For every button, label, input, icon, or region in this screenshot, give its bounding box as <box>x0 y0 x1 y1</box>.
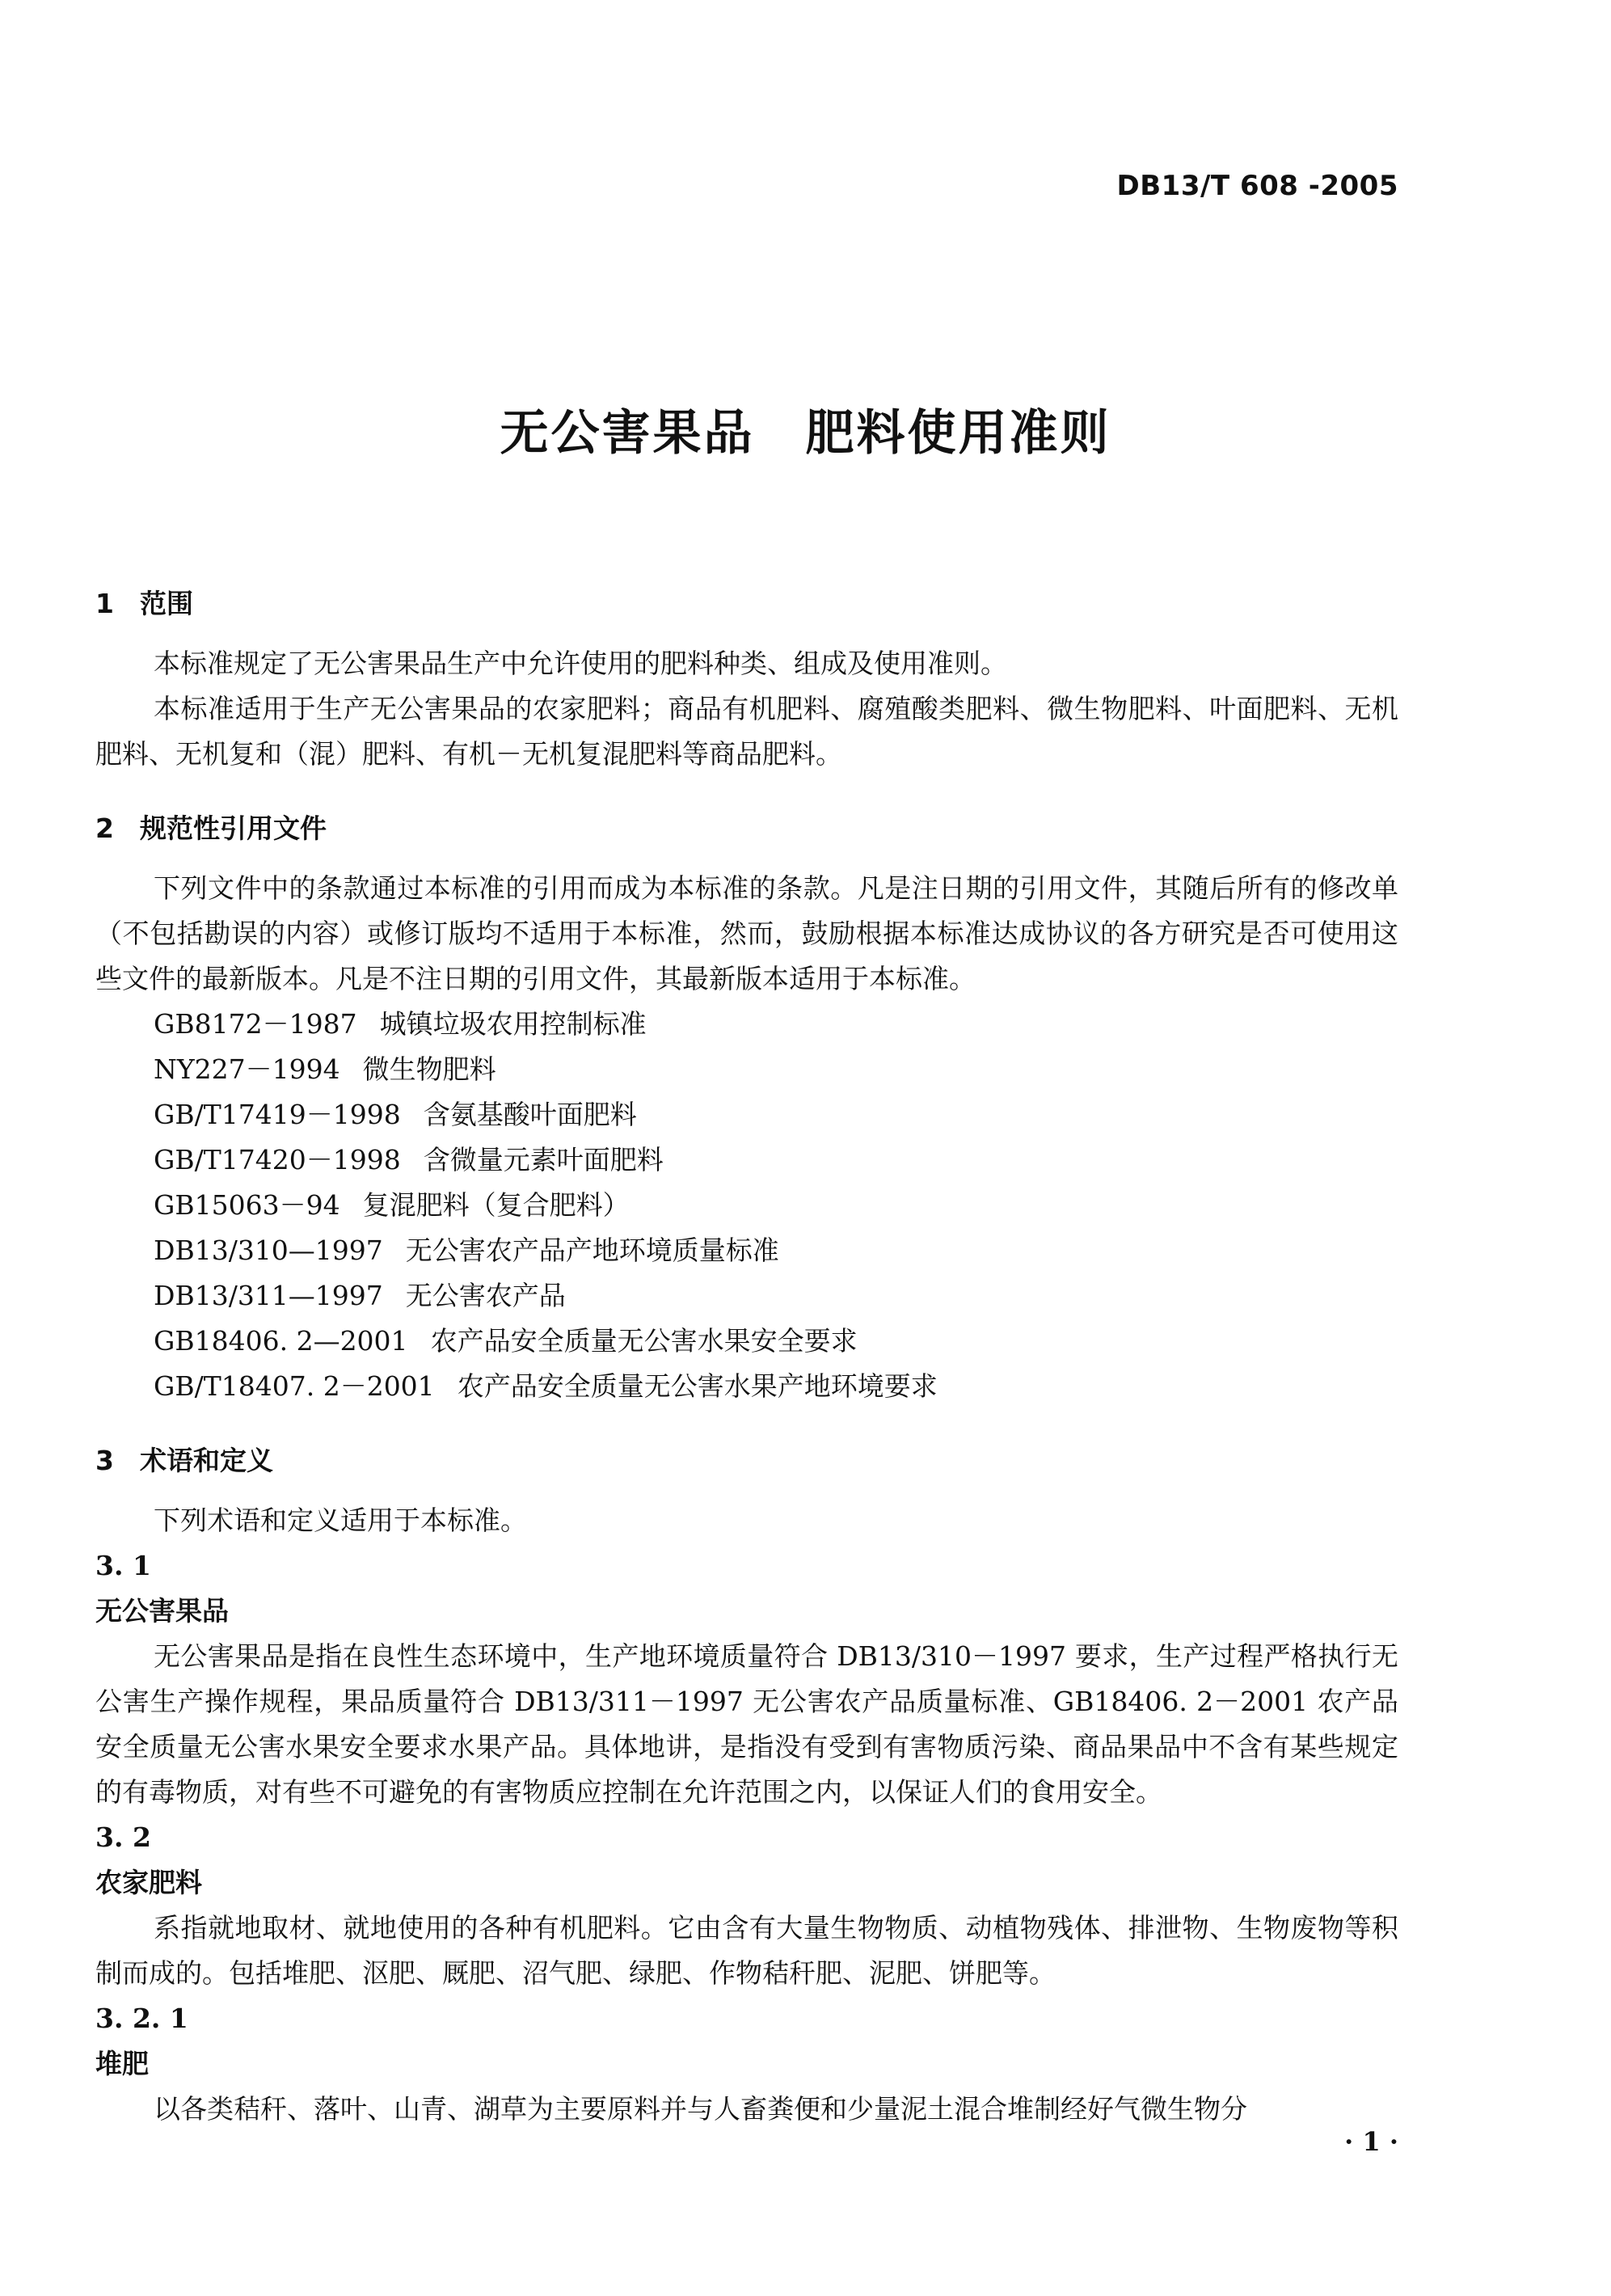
reference-item <box>95 1319 1398 1364</box>
document-title: 无公害果品 肥料使用准则 <box>500 405 1111 462</box>
reference-list <box>95 1002 1398 1409</box>
standard-code: DB13/T 608 -2005 <box>1116 170 1398 202</box>
term-number: 3. 1 <box>95 1550 151 1581</box>
section-heading-normative-references <box>95 811 1398 846</box>
reference-code: NY227－1994 <box>154 1053 340 1085</box>
reference-name: 农产品安全质量无公害水果安全要求 <box>430 1325 858 1357</box>
term-definition: 系指就地取材、就地使用的各种有机肥料。它由含有大量生物物质、动植物残体、排泄物、生物废物等积制而成的。包括堆肥、沤肥、厩肥、沼气肥、绿肥、作物秸秆肥、泥肥、饼肥等。 <box>95 1912 1398 1989</box>
section-number: 3 <box>95 1445 114 1476</box>
paragraph: 本标准规定了无公害果品生产中允许使用的肥料种类、组成及使用准则。 <box>154 648 1007 679</box>
section-title: 规范性引用文件 <box>140 812 327 844</box>
reference-code: GB/T17419－1998 <box>154 1099 401 1130</box>
reference-code: GB/T18407. 2－2001 <box>154 1370 435 1402</box>
section-title: 范围 <box>140 588 193 619</box>
term-number: 3. 2. 1 <box>95 2003 188 2034</box>
reference-code: GB18406. 2—2001 <box>154 1325 408 1357</box>
term-name: 堆肥 <box>95 2048 149 2079</box>
section-heading-terms-definitions <box>95 1443 1398 1479</box>
term-name: 农家肥料 <box>95 1867 202 1898</box>
paragraph: 下列文件中的条款通过本标准的引用而成为本标准的条款。凡是注日期的引用文件，其随后所有的修改单（不包括勘误的内容）或修订版均不适用于本标准，然而，鼓励根据本标准达成协议的各方研究是否可使用这些文件的最新版本。凡是不注日期的引用文件，其最新版本适用于本标准。 <box>95 872 1398 994</box>
reference-code: DB13/310—1997 <box>154 1235 383 1266</box>
reference-name: 农产品安全质量无公害水果产地环境要求 <box>457 1370 938 1402</box>
reference-item <box>95 1002 1398 1047</box>
reference-name: 含氨基酸叶面肥料 <box>423 1099 637 1130</box>
reference-code: GB/T17420－1998 <box>154 1144 401 1175</box>
term-definition: 以各类秸秆、落叶、山青、湖草为主要原料并与人畜粪便和少量泥土混合堆制经好气微生物分 <box>154 2093 1247 2125</box>
section-number: 2 <box>95 812 114 844</box>
reference-name: 无公害农产品产地环境质量标准 <box>405 1235 779 1266</box>
term-definition: 无公害果品是指在良性生态环境中，生产地环境质量符合 DB13/310－1997 要求，生产过程严格执行无公害生产操作规程，果品质量符合 DB13/311－1997 无公害农产品质量标准、GB18406. 2－2001 农产品安全质量无公害水果安全要求水果产品。具体地讲，是指没有受到有害物质污染、商品果品中不含有某些规定的有毒物质，对有些不可避免的有害物质应控制在允许范围之内，以保证人们的食用安全。 <box>95 1640 1398 1808</box>
reference-name: 无公害农产品 <box>405 1280 566 1311</box>
reference-item <box>95 1092 1398 1137</box>
paragraph: 本标准适用于生产无公害果品的农家肥料；商品有机肥料、腐殖酸类肥料、微生物肥料、叶面肥料、无机肥料、无机复和（混）肥料、有机－无机复混肥料等商品肥料。 <box>95 693 1398 770</box>
section-title: 术语和定义 <box>140 1445 273 1476</box>
term-number: 3. 2 <box>95 1821 151 1853</box>
document-body <box>95 586 1398 2132</box>
term-name: 无公害果品 <box>95 1595 229 1627</box>
reference-item <box>95 1047 1398 1092</box>
reference-item <box>95 1364 1398 1409</box>
page-number: · 1 · <box>1344 2126 1398 2157</box>
reference-name: 城镇垃圾农用控制标准 <box>379 1008 647 1040</box>
reference-item <box>95 1273 1398 1319</box>
reference-name: 复混肥料（复合肥料） <box>362 1189 630 1221</box>
section-heading-scope <box>95 586 1398 622</box>
section-number: 1 <box>95 588 114 619</box>
reference-code: DB13/311—1997 <box>154 1280 383 1311</box>
reference-item <box>95 1183 1398 1228</box>
reference-item <box>95 1137 1398 1183</box>
paragraph: 下列术语和定义适用于本标准。 <box>154 1505 527 1536</box>
reference-name: 微生物肥料 <box>362 1053 496 1085</box>
reference-item <box>95 1228 1398 1273</box>
reference-code: GB15063－94 <box>154 1189 340 1221</box>
reference-name: 含微量元素叶面肥料 <box>423 1144 664 1175</box>
reference-code: GB8172－1987 <box>154 1008 357 1040</box>
